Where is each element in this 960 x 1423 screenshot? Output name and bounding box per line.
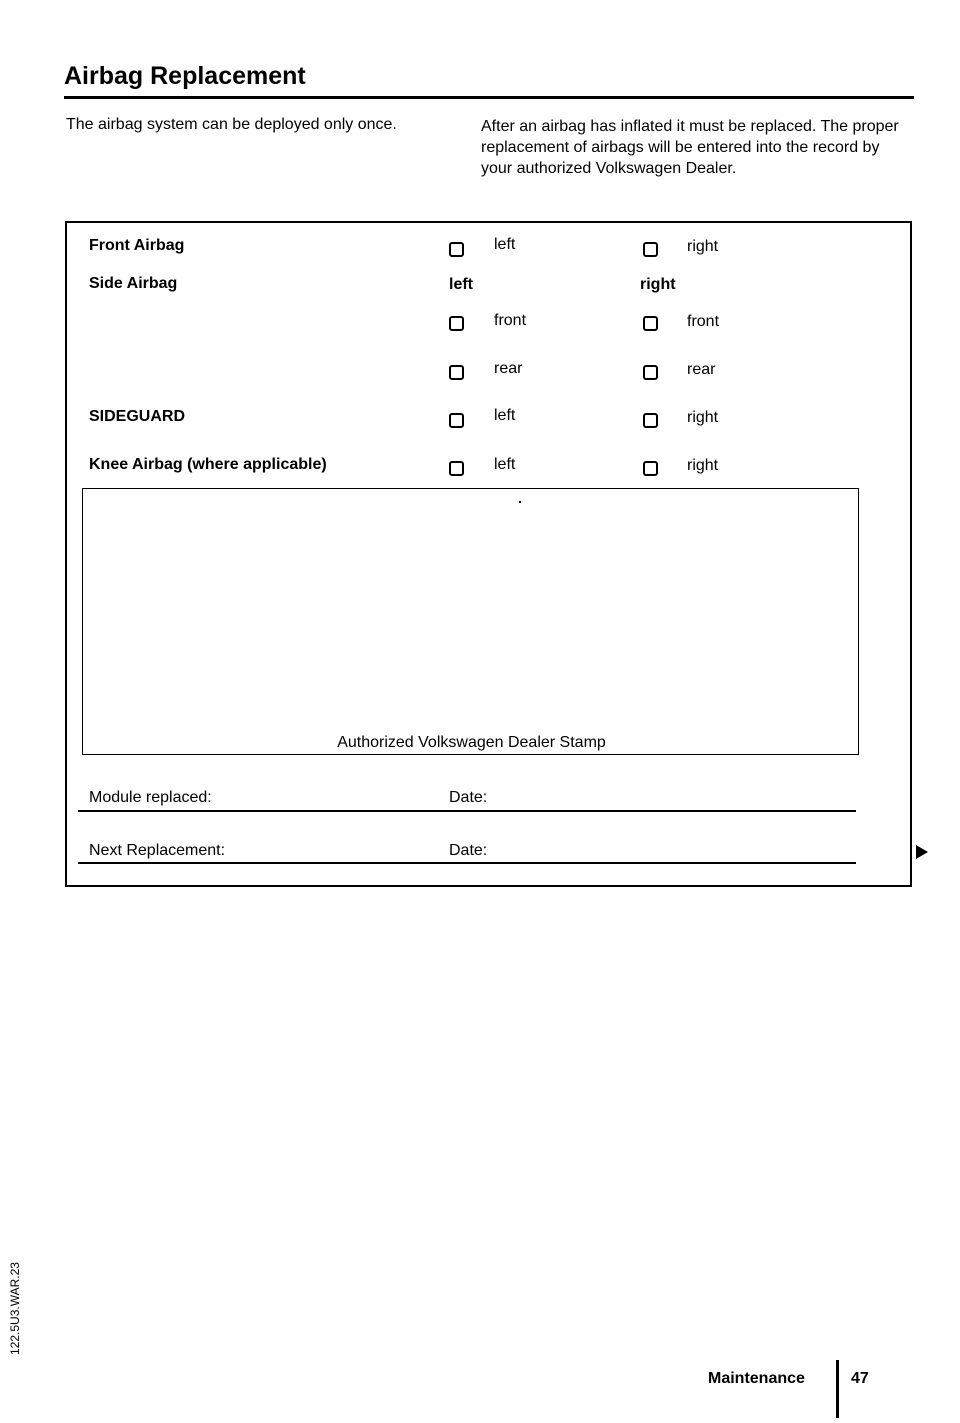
page-title: Airbag Replacement [64,62,306,90]
sideguard-left-label: left [494,407,516,424]
page-number: 47 [851,1370,869,1387]
next-replacement-field[interactable] [78,862,856,864]
sideguard-left-checkbox[interactable] [449,413,464,428]
stamp-area-label: Authorized Volkswagen Dealer Stamp [337,734,606,751]
side-airbag-right-rear-checkbox[interactable] [643,365,658,380]
module-date-label: Date: [449,789,488,806]
continue-arrow-icon [916,845,928,859]
side-airbag-left-rear-checkbox[interactable] [449,365,464,380]
sideguard-label: SIDEGUARD [89,408,186,425]
side-airbag-left-front-label: front [494,312,527,329]
sideguard-right-label: right [687,409,719,426]
sideguard-right-checkbox[interactable] [643,413,658,428]
module-replaced-label: Module replaced: [89,789,212,806]
front-airbag-right-checkbox[interactable] [643,242,658,257]
document-code: 122.5U3.WAR.23 [8,1262,22,1355]
knee-airbag-left-label: left [494,456,516,473]
knee-airbag-label: Knee Airbag (where applicable) [89,456,327,473]
dealer-stamp-area[interactable] [82,488,859,755]
footer-section-name: Maintenance [708,1370,805,1387]
knee-airbag-right-label: right [687,457,719,474]
side-airbag-right-front-checkbox[interactable] [643,316,658,331]
side-airbag-right-front-label: front [687,313,720,330]
side-airbag-left-front-checkbox[interactable] [449,316,464,331]
side-airbag-right-rear-label: rear [687,361,716,378]
front-airbag-label: Front Airbag [89,237,185,254]
next-replacement-label: Next Replacement: [89,842,226,859]
side-airbag-left-heading: left [449,276,473,293]
side-airbag-label: Side Airbag [89,275,178,292]
front-airbag-left-checkbox[interactable] [449,242,464,257]
knee-airbag-left-checkbox[interactable] [449,461,464,476]
knee-airbag-right-checkbox[interactable] [643,461,658,476]
side-airbag-left-rear-label: rear [494,360,523,377]
intro-text-right: After an airbag has inflated it must be replaced. The proper replacement of airbags will be entered into the record by your authorized Volkswagen Dealer. [481,118,899,177]
footer-divider [836,1360,839,1418]
intro-text-left: The airbag system can be deployed only once. [66,116,397,133]
front-airbag-left-label: left [494,236,516,253]
title-divider [64,96,914,99]
next-date-label: Date: [449,842,488,859]
module-replaced-field[interactable] [78,810,856,812]
front-airbag-right-label: right [687,238,719,255]
stamp-mark [519,501,521,503]
side-airbag-right-heading: right [640,276,676,293]
